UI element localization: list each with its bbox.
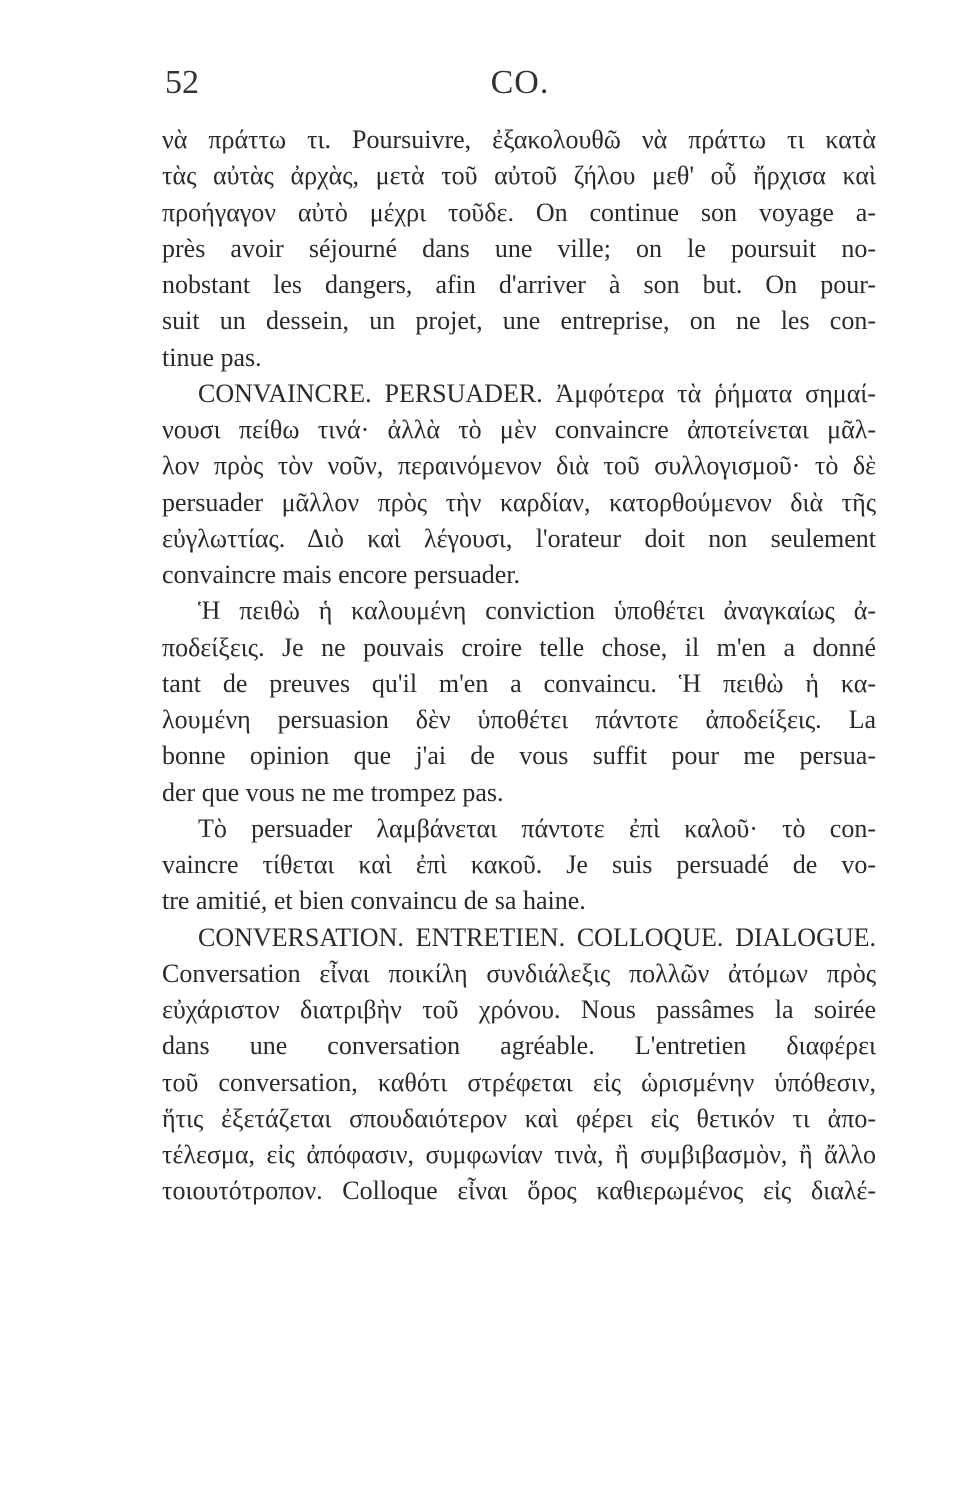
text-line: bonne opinion que j'ai de vous suffit pour me persua-	[162, 741, 876, 771]
text-line: λον πρὸς τὸν νοῦν, περαινόμενον διὰ τοῦ συλλογισμοῦ· τὸ δὲ	[162, 451, 876, 481]
text-line: ποδείξεις. Je ne pouvais croire telle chose, il m'en a donné	[162, 632, 876, 662]
text-line: νὰ πράττω τι. Poursuivre, ἐξακολουθῶ νὰ πράττω τι κατὰ	[162, 125, 876, 154]
text-line: Ἡ πειθὼ ἡ καλουμένη conviction ὑποθέτει ἀναγκαίως ἀ-	[198, 596, 876, 626]
text-line: προήγαγον αὐτὸ μέχρι τοῦδε. On continue son voyage a-	[162, 197, 876, 227]
text-line: τοιουτότροπον. Colloque εἶναι ὅρος καθιερωμένος εἰς διαλέ-	[162, 1176, 876, 1206]
text-line: tre amitié, et bien convaincu de sa haine.	[162, 886, 586, 916]
text-line: Τὸ persuader λαμβάνεται πάντοτε ἐπὶ καλοῦ· τὸ con-	[198, 813, 876, 843]
text-line: τοῦ conversation, καθότι στρέφεται εἰς ὡρισμένην ὑπόθεσιν,	[162, 1067, 876, 1097]
text-line: nobstant les dangers, afin d'arriver à son but. On pour-	[162, 270, 876, 299]
text-line: Conversation εἶναι ποικίλη συνδιάλεξις πολλῶν ἀτόμων πρὸς	[162, 958, 876, 988]
text-line: λουμένη persuasion δὲν ὑποθέτει πάντοτε ἀποδείξεις. La	[162, 705, 876, 734]
text-line: der que vous ne me trompez pas.	[162, 777, 504, 807]
text-line: tinue pas.	[162, 342, 262, 372]
text-line: τέλεσμα, εἰς ἀπόφασιν, συμφωνίαν τινὰ, ἢ συμβιβασμὸν, ἢ ἄλλο	[162, 1140, 876, 1169]
page-header	[165, 64, 875, 108]
text-line: dans une conversation agréable. L'entretien διαφέρει	[162, 1031, 876, 1061]
text-line: CONVAINCRE. PERSUADER. Ἀμφότερα τὰ ῥήματα σημαί-	[198, 378, 876, 408]
text-line: τὰς αὐτὰς ἀρχὰς, μετὰ τοῦ αὐτοῦ ζήλου μεθ' οὗ ἤρχισα καὶ	[162, 161, 876, 191]
running-head: CO.	[490, 64, 550, 101]
text-line: près avoir séjourné dans une ville; on le poursuit no-	[162, 233, 876, 263]
text-line: εὐγλωττίας. Διὸ καὶ λέγουσι, l'orateur doit non seulement	[162, 523, 876, 553]
text-line: tant de preuves qu'il m'en a convaincu. Ἡ πειθὼ ἡ κα-	[162, 668, 876, 698]
text-line: νουσι πείθω τινά· ἀλλὰ τὸ μὲν convaincre ἀποτείνεται μᾶλ-	[162, 415, 876, 444]
body-text	[162, 122, 876, 1210]
text-line: convaincre mais encore persuader.	[162, 560, 521, 589]
text-line: CONVERSATION. ENTRETIEN. COLLOQUE. DIALOGUE.	[198, 922, 876, 952]
text-line: εὐχάριστον διατριβὴν τοῦ χρόνου. Nous passâmes la soirée	[162, 995, 876, 1024]
text-line: suit un dessein, un projet, une entreprise, on ne les con-	[162, 306, 876, 336]
text-line: persuader μᾶλλον πρὸς τὴν καρδίαν, κατορθούμενον διὰ τῆς	[162, 487, 876, 517]
text-line: vaincre τίθεται καὶ ἐπὶ κακοῦ. Je suis persuadé de vo-	[162, 850, 876, 879]
page-number: 52	[165, 64, 199, 101]
text-line: ἥτις ἐξετάζεται σπουδαιότερον καὶ φέρει εἰς θετικόν τι ἀπο-	[162, 1103, 876, 1133]
